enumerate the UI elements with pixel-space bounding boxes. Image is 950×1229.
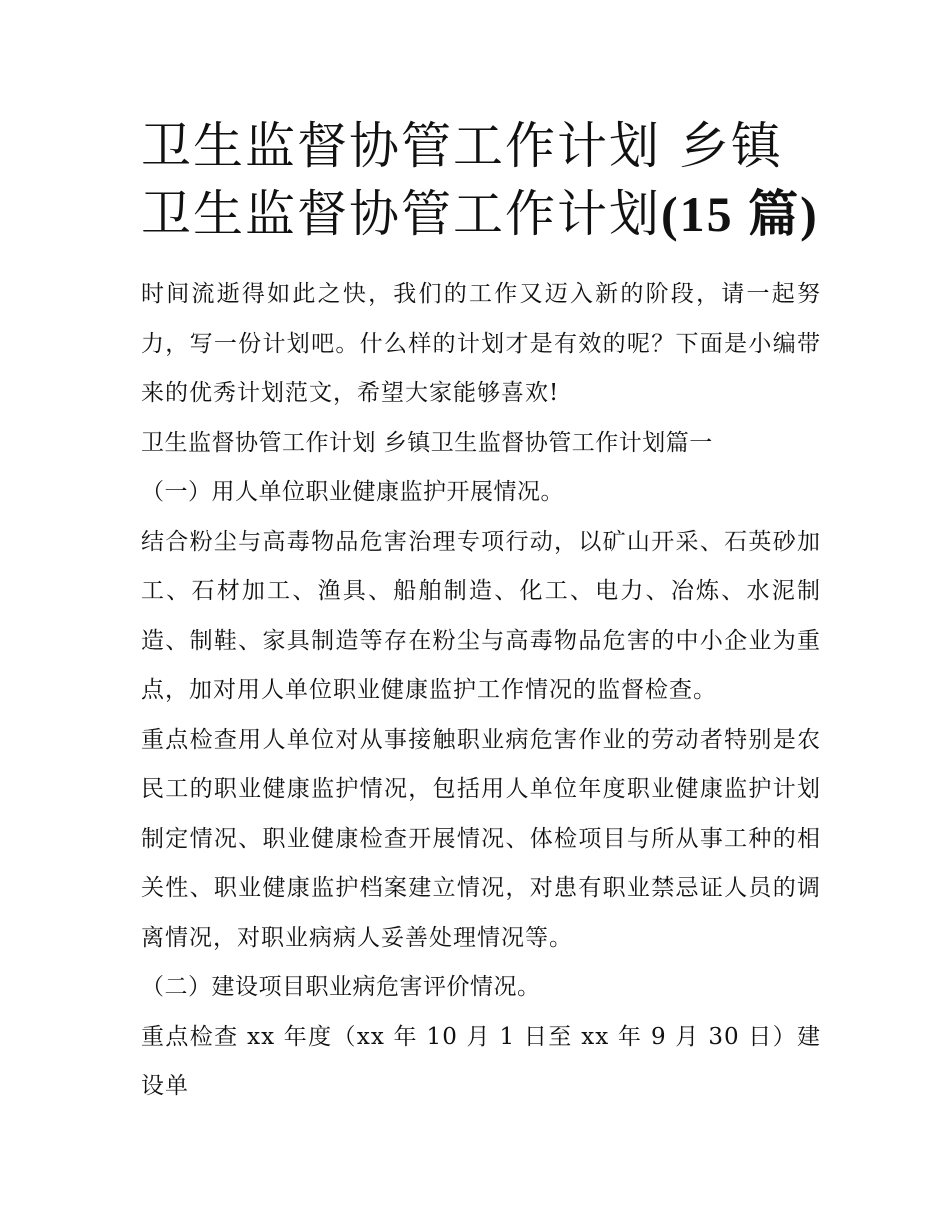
paragraph-project-inspection: 重点检查 xx 年度（xx 年 10 月 1 日至 xx 年 9 月 30 日）建设单: [141, 1023, 821, 1099]
title-main: 卫生监督协管工作计划 乡镇卫生监督协管工作计划: [141, 117, 783, 243]
paragraph-health-monitoring: 重点检查用人单位对从事接触职业病危害作业的劳动者特别是农民工的职业健康监护情况，包括用人单位年度职业健康监护计划制定情况、职业健康检查开展情况、体检项目与所从事工种的相关性、职业健康监护档案建立情况，对患有职业禁忌证人员的调离情况，对职业病病人妥善处理情况等。: [141, 726, 821, 951]
paragraph-dust-hazard: 结合粉尘与高毒物品危害治理专项行动，以矿山开采、石英砂加工、石材加工、渔具、船舶制造、化工、电力、冶炼、水泥制造、制鞋、家具制造等存在粉尘与高毒物品危害的中小企业为重点，加对用人单位职业健康监护工作情况的监督检查。: [141, 528, 821, 703]
document-page: [141, 112, 821, 1112]
section-heading: 卫生监督协管工作计划 乡镇卫生监督协管工作计划篇一: [141, 429, 713, 456]
title-suffix: (15 篇): [661, 186, 819, 242]
subheading-two: （二）建设项目职业病危害评价情况。: [141, 974, 541, 1000]
subheading-one: （一）用人单位职业健康监护开展情况。: [141, 479, 564, 505]
document-title: [141, 112, 821, 248]
paragraph-intro: 时间流逝得如此之快，我们的工作又迈入新的阶段，请一起努力，写一份计划吧。什么样的计划才是有效的呢？下面是小编带来的优秀计划范文，希望大家能够喜欢!: [141, 281, 821, 406]
